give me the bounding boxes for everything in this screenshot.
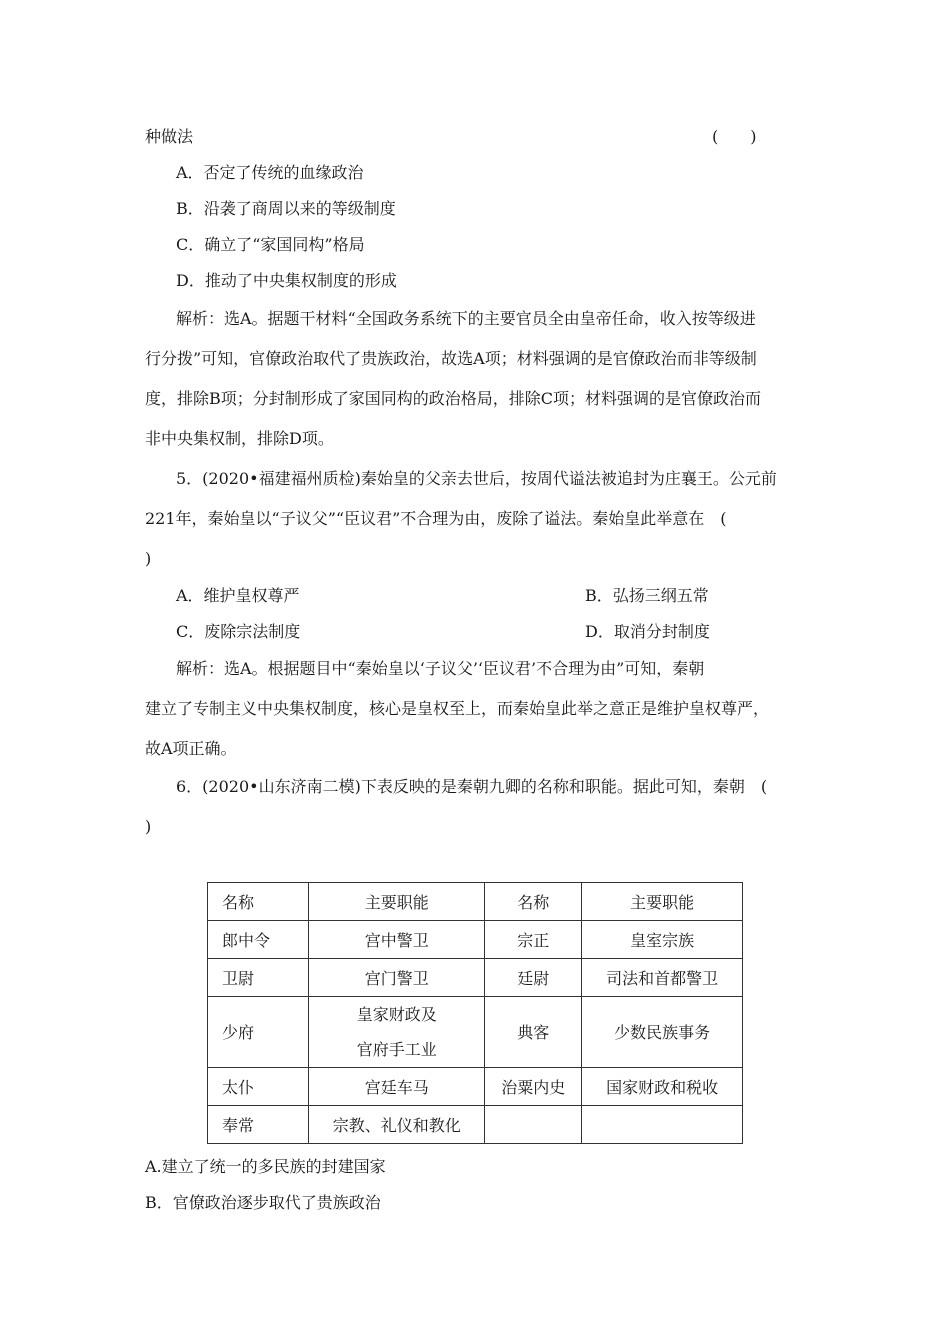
question-5-stem: 221年，秦始皇以“子议父”“臣议君”不合理为由，废除了谥法。秦始皇此举意在 ( — [145, 509, 727, 528]
analysis-line: 度，排除B项；分封制形成了家国同构的政治格局，排除C项；材料强调的是官僚政治而 — [145, 389, 762, 408]
table-header: 主要职能 — [582, 883, 743, 921]
table-header: 名称 — [208, 883, 309, 921]
option-d: D．取消分封制度 — [585, 622, 710, 641]
table-cell: 太仆 — [208, 1068, 309, 1106]
answer-paren: ( ) — [712, 127, 757, 146]
analysis-line: 解析：选A。根据题目中“秦始皇以‘子议父’‘臣议君’不合理为由”可知，秦朝 — [176, 659, 705, 678]
option-b: B．官僚政治逐步取代了贵族政治 — [145, 1193, 381, 1212]
table-cell: 少数民族事务 — [582, 997, 743, 1068]
table-row — [208, 959, 743, 997]
table-cell — [582, 1106, 743, 1144]
option-b: B．弘扬三纲五常 — [585, 586, 709, 605]
option-a: A.建立了统一的多民族的封建国家 — [145, 1157, 386, 1176]
table-cell — [309, 997, 485, 1068]
option-a: A．维护皇权尊严 — [176, 586, 300, 605]
option-b: B．沿袭了商周以来的等级制度 — [176, 199, 396, 218]
table-cell: 典客 — [485, 997, 582, 1068]
question-4-stem-tail: 种做法 — [145, 127, 194, 146]
table-cell: 宫廷车马 — [309, 1068, 485, 1106]
table-header: 主要职能 — [309, 883, 485, 921]
analysis-line: 解析：选A。据题干材料“全国政务系统下的主要官员全由皇帝任命，收入按等级进 — [176, 309, 756, 328]
table-row — [208, 997, 743, 1068]
analysis-line: 非中央集权制，排除D项。 — [145, 429, 334, 448]
table-row — [208, 1106, 743, 1144]
table-cell: 宫中警卫 — [309, 921, 485, 959]
option-c: C．确立了“家国同构”格局 — [176, 235, 365, 254]
table-cell: 治粟内史 — [485, 1068, 582, 1106]
question-5-stem: ) — [145, 549, 152, 568]
table-row — [208, 1068, 743, 1106]
option-c: C．废除宗法制度 — [176, 622, 301, 641]
option-a: A．否定了传统的血缘政治 — [176, 163, 364, 182]
table-cell: 宗教、礼仪和教化 — [309, 1106, 485, 1144]
option-d: D．推动了中央集权制度的形成 — [176, 271, 397, 290]
table-cell-line: 皇家财政及 — [356, 1005, 437, 1024]
table-cell: 奉常 — [208, 1106, 309, 1144]
table-cell: 郎中令 — [208, 921, 309, 959]
table-cell: 宫门警卫 — [309, 959, 485, 997]
question-6-stem: 6．(2020•山东济南二模)下表反映的是秦朝九卿的名称和职能。据此可知，秦朝 ( — [176, 777, 768, 796]
question-5-stem: 5．(2020•福建福州质检)秦始皇的父亲去世后，按周代谥法被追封为庄襄王。公元前 — [176, 469, 777, 488]
table-cell: 少府 — [208, 997, 309, 1068]
table-cell: 廷尉 — [485, 959, 582, 997]
analysis-line: 行分拨”可知，官僚政治取代了贵族政治，故选A项；材料强调的是官僚政治而非等级制 — [145, 349, 757, 368]
table-row — [208, 921, 743, 959]
table-cell: 司法和首都警卫 — [582, 959, 743, 997]
table-cell-line: 官府手工业 — [356, 1040, 437, 1059]
nine-ministers-table — [207, 882, 743, 1144]
table-header-row — [208, 883, 743, 921]
analysis-line: 建立了专制主义中央集权制度，核心是皇权至上，而秦始皇此举之意正是维护皇权尊严， — [145, 699, 770, 718]
analysis-line: 故A项正确。 — [145, 739, 237, 758]
table-cell: 宗正 — [485, 921, 582, 959]
question-6-stem: ) — [145, 817, 152, 836]
table-cell — [485, 1106, 582, 1144]
table-cell: 国家财政和税收 — [582, 1068, 743, 1106]
table-header: 名称 — [485, 883, 582, 921]
table-cell: 皇室宗族 — [582, 921, 743, 959]
table-cell: 卫尉 — [208, 959, 309, 997]
